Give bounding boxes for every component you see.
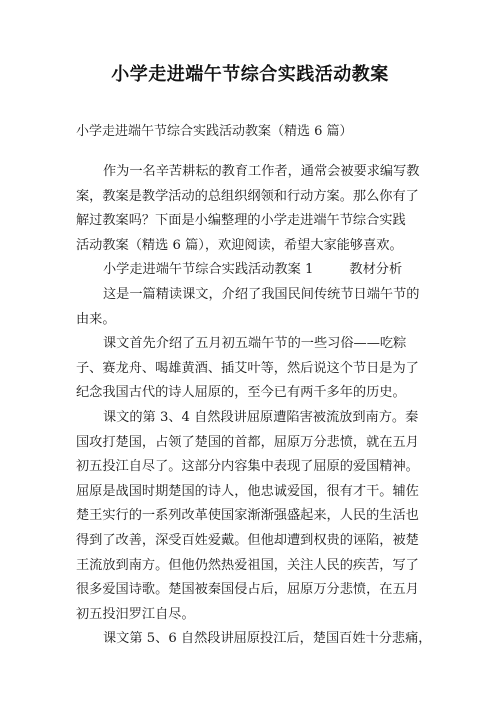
text-line-content: 得到了改善，深受百姓爱戴。但他却遭到权贵的诬陷，被楚	[76, 532, 419, 548]
text-line	[76, 160, 436, 185]
text-line-content: 国攻打楚国，占领了楚国的首都，屈原万分悲愤，就在五月	[76, 434, 419, 450]
text-line-content: 由来。	[76, 311, 116, 327]
document-title: 小学走进端午节综合实践活动教案	[111, 64, 389, 85]
text-line-content: 课文第 5、6 自然段讲屈原投江后，楚国百姓十分悲痛，	[103, 631, 432, 647]
text-line	[76, 431, 436, 456]
text-line	[76, 529, 436, 554]
text-line	[76, 627, 436, 652]
text-line	[76, 308, 436, 333]
text-line-content: 作为一名辛苦耕耘的教育工作者，通常会被要求编写教	[103, 164, 420, 179]
text-line	[76, 185, 436, 210]
text-line-content: 屈原是战国时期楚国的诗人，他忠诚爱国，很有才干。辅佐	[76, 483, 419, 499]
text-line	[76, 406, 436, 431]
section-label: 教材分析	[349, 262, 403, 278]
text-line-content: 案，教案是教学活动的总组织纲领和行动方案。那么你有了	[76, 188, 419, 204]
document-subtitle: 小学走进端午节综合实践活动教案（精选 6 篇）	[76, 124, 353, 139]
text-line	[76, 381, 436, 406]
text-line	[76, 554, 436, 579]
text-line	[76, 332, 436, 357]
text-line-content: 这是一篇精读课文，介绍了我国民间传统节日端午节的	[103, 286, 420, 302]
text-line-content: 纪念我国古代的诗人屈原的，至今已有两千多年的历史。	[76, 385, 406, 401]
text-line	[76, 504, 436, 529]
text-line-content: 楚王实行的一系列改革使国家渐渐强盛起来，人民的生活也	[76, 508, 419, 524]
text-line	[76, 258, 436, 283]
text-line	[76, 455, 436, 480]
text-line	[76, 603, 436, 628]
text-line	[76, 283, 436, 308]
text-line-content: 王流放到南方。但他仍然热爱祖国，关注人民的疾苦，写了	[76, 557, 419, 573]
text-line-content: 课文的第 3、4 自然段讲屈原遭陷害被流放到南方。秦	[103, 409, 419, 425]
text-line	[76, 480, 436, 505]
text-line-content: 初五投汨罗江自尽。	[76, 606, 195, 622]
text-line-content: 小学走进端午节综合实践活动教案 1	[103, 262, 314, 278]
text-line	[76, 578, 436, 603]
text-line-content: 初五投江自尽了。这部分内容集中表现了屈原的爱国精神。	[76, 459, 419, 475]
text-line-content: 子、赛龙舟、喝雄黄酒、插艾叶等，然后说这个节日是为了	[76, 360, 419, 376]
text-line	[76, 209, 436, 234]
text-line-content: 很多爱国诗歌。楚国被秦国侵占后，屈原万分悲愤，在五月	[76, 582, 419, 598]
text-line	[76, 234, 436, 259]
document-body	[76, 160, 436, 652]
text-line-content: 课文首先介绍了五月初五端午节的一些习俗——吃粽	[103, 336, 407, 352]
text-line-content: 解过教案吗？下面是小编整理的小学走进端午节综合实践	[76, 213, 406, 229]
text-line-content: 活动教案（精选 6 篇），欢迎阅读，希望大家能够喜欢。	[76, 237, 403, 253]
text-line	[76, 357, 436, 382]
